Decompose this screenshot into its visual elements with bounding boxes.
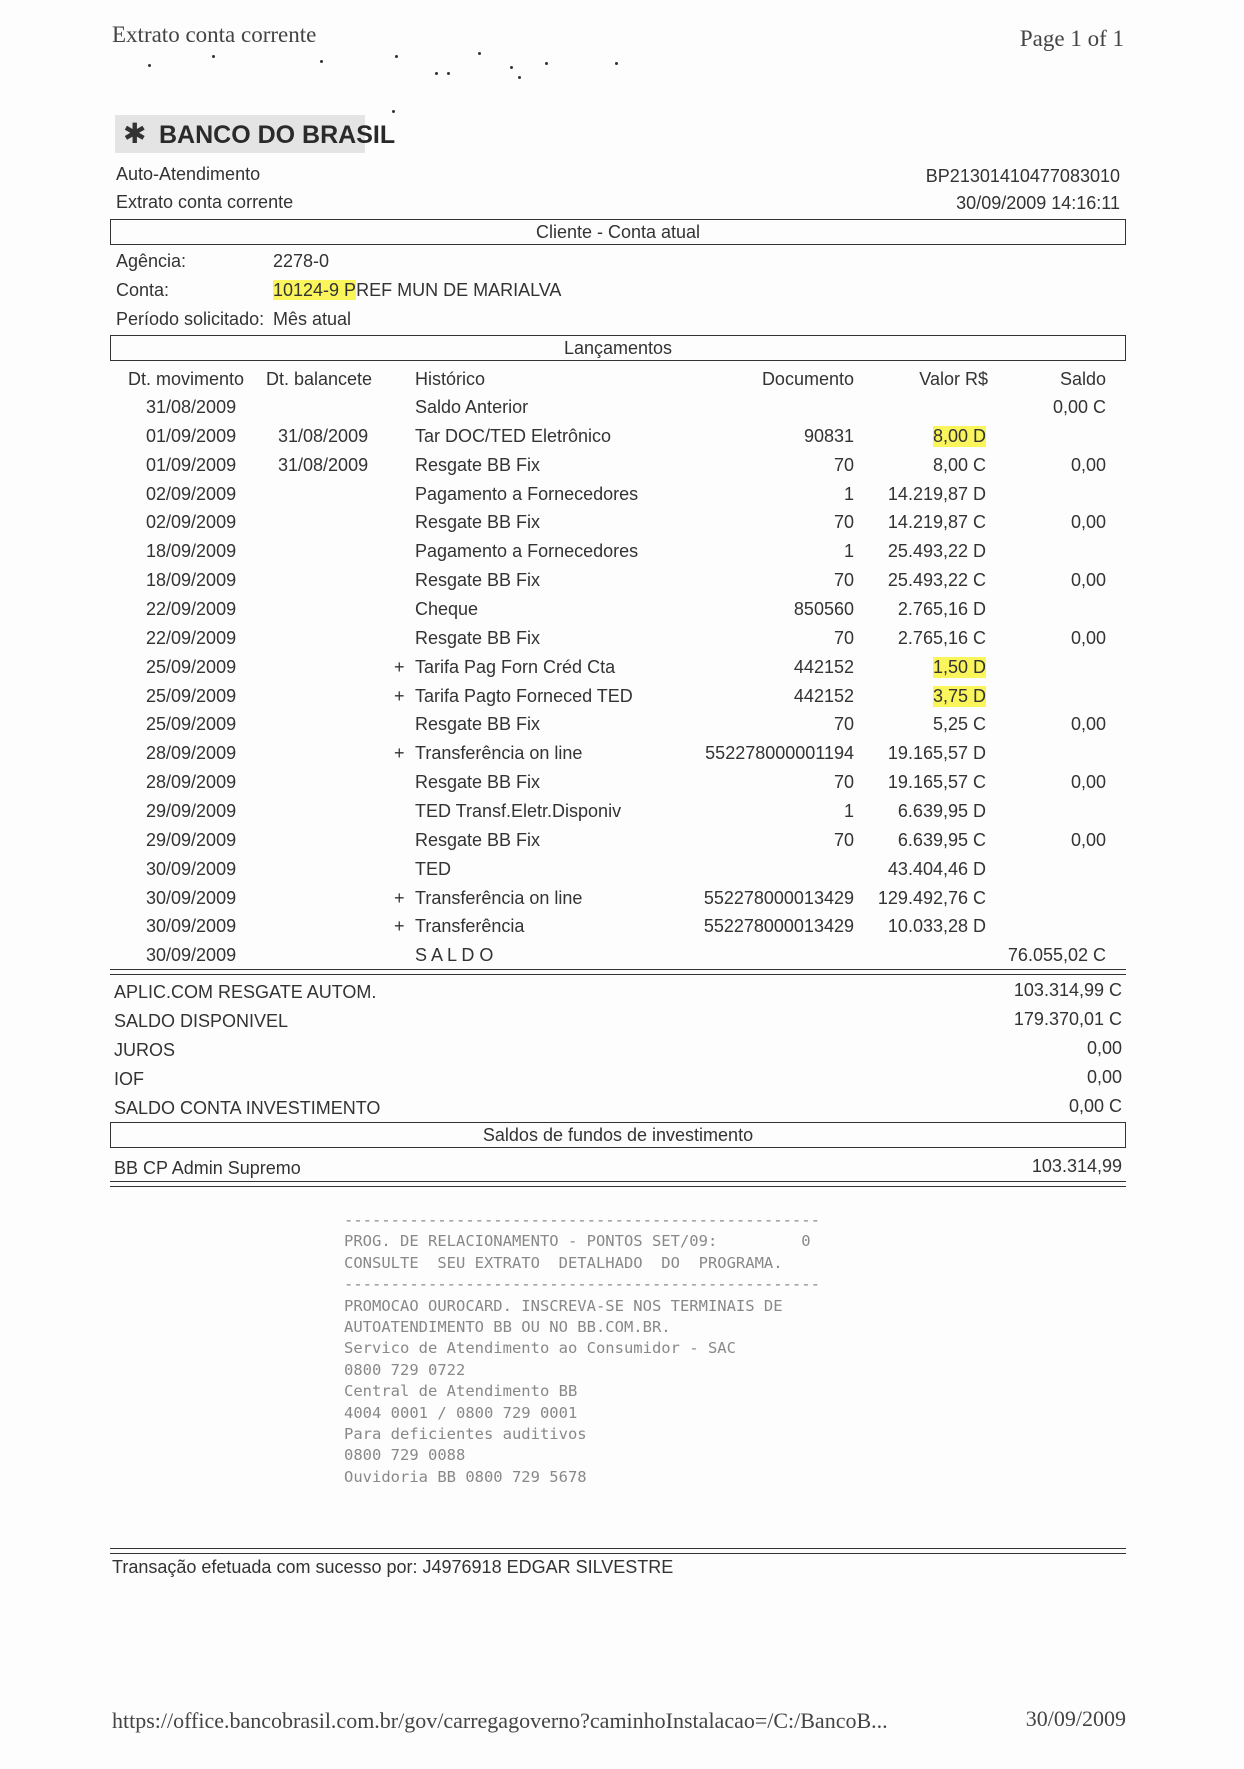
row-saldo: 0,00 xyxy=(1070,570,1106,591)
row-plus-marker: + xyxy=(394,743,405,764)
row-plus-marker: + xyxy=(394,685,405,706)
row-historico: S A L D O xyxy=(415,945,494,966)
row-valor: 8,00 D xyxy=(932,425,986,446)
conta-name: REF MUN DE MARIALVA xyxy=(356,280,562,300)
fundo-value: 103.314,99 xyxy=(1031,1156,1122,1176)
notice-line: PROMOCAO OUROCARD. INSCREVA-SE NOS TERMINAIS DE xyxy=(344,1296,783,1315)
row-dt-movimento: 22/09/2009 xyxy=(146,627,237,648)
fundos-end-rule xyxy=(110,1181,1126,1187)
periodo-value: Mês atual xyxy=(273,309,352,329)
row-valor: 43.404,46 D xyxy=(887,858,986,879)
row-documento: 1 xyxy=(843,483,854,504)
row-historico: Resgate BB Fix xyxy=(415,627,541,648)
row-documento: 552278000013429 xyxy=(703,916,854,937)
logo-text: BANCO DO BRASIL xyxy=(159,121,396,149)
row-documento: 70 xyxy=(833,570,854,591)
banco-do-brasil-logo xyxy=(115,115,396,153)
notice-line: --------------------------------------------------- xyxy=(344,1211,820,1229)
row-historico: Transferência xyxy=(415,916,525,937)
row-historico: Resgate BB Fix xyxy=(415,772,541,792)
summary-label: SALDO DISPONIVEL xyxy=(114,1011,289,1031)
row-historico: Transferência on line xyxy=(415,887,583,908)
row-dt-movimento: 31/08/2009 xyxy=(146,397,237,417)
row-dt-movimento: 25/09/2009 xyxy=(146,656,237,677)
notice-line: 0800 729 0722 xyxy=(344,1360,466,1379)
notice-line: 4004 0001 / 0800 729 0001 xyxy=(344,1403,578,1422)
row-historico: TED Transf.Eletr.Disponiv xyxy=(415,800,622,821)
row-dt-movimento: 25/09/2009 xyxy=(146,714,237,735)
summary-label: SALDO CONTA INVESTIMENTO xyxy=(114,1098,381,1118)
row-saldo: 0,00 C xyxy=(1052,397,1106,417)
summary-value: 0,00 xyxy=(1086,1038,1122,1058)
extrato-label: Extrato conta corrente xyxy=(116,192,294,212)
notice-line: Central de Atendimento BB xyxy=(344,1382,578,1401)
row-valor: 5,25 C xyxy=(932,714,986,735)
summary-label: JUROS xyxy=(114,1040,176,1060)
row-historico: Resgate BB Fix xyxy=(415,512,541,533)
row-valor: 3,75 D xyxy=(932,685,986,706)
row-dt-movimento: 22/09/2009 xyxy=(146,599,237,619)
periodo-label: Período solicitado: xyxy=(116,309,265,329)
bb-logo-icon: ✱ xyxy=(123,117,147,150)
row-dt-movimento: 30/09/2009 xyxy=(146,916,237,937)
row-valor: 25.493,22 D xyxy=(887,541,986,562)
notice-line: Servico de Atendimento ao Consumidor - SAC xyxy=(344,1339,736,1358)
footer-rule xyxy=(110,1548,1126,1554)
row-historico: Tarifa Pag Forn Créd Cta xyxy=(415,656,616,677)
conta-number: 10124-9 P xyxy=(273,280,357,300)
row-historico: Tarifa Pagto Forneced TED xyxy=(415,685,633,706)
row-saldo: 0,00 xyxy=(1070,627,1106,648)
summary-value: 103.314,99 C xyxy=(1013,980,1122,1000)
col-header-dt-balancete: Dt. balancete xyxy=(266,369,373,389)
row-documento: 1 xyxy=(843,800,854,821)
row-valor: 25.493,22 C xyxy=(887,570,986,591)
summary-label: APLIC.COM RESGATE AUTOM. xyxy=(114,982,377,1002)
row-documento: 552278000001194 xyxy=(705,743,854,764)
auto-atendimento-label: Auto-Atendimento xyxy=(116,164,261,184)
row-historico: Tar DOC/TED Eletrônico xyxy=(415,425,612,446)
row-historico: Pagamento a Fornecedores xyxy=(415,483,639,504)
print-header-title: Extrato conta corrente xyxy=(112,22,317,47)
row-valor: 10.033,28 D xyxy=(887,916,986,937)
row-valor: 129.492,76 C xyxy=(877,887,986,908)
lancamentos-section-header: Lançamentos xyxy=(110,335,1126,361)
agencia-value: 2278-0 xyxy=(273,251,330,271)
row-saldo: 0,00 xyxy=(1070,829,1106,850)
summary-value: 0,00 C xyxy=(1068,1096,1122,1116)
col-header-valor: Valor R$ xyxy=(919,369,988,389)
row-plus-marker: + xyxy=(394,887,405,908)
row-documento: 850560 xyxy=(793,599,854,619)
row-dt-balancete: 31/08/2009 xyxy=(278,454,369,475)
notice-line: PROG. DE RELACIONAMENTO - PONTOS SET/09: 0 xyxy=(344,1232,811,1251)
summary-label: IOF xyxy=(114,1069,144,1089)
row-historico: Resgate BB Fix xyxy=(415,570,541,591)
row-dt-movimento: 29/09/2009 xyxy=(146,829,237,850)
print-footer-date: 30/09/2009 xyxy=(1025,1706,1126,1731)
notice-line: 0800 729 0088 xyxy=(344,1446,466,1465)
row-historico: Saldo Anterior xyxy=(415,397,529,417)
row-documento: 70 xyxy=(833,714,854,735)
row-valor: 14.219,87 D xyxy=(887,483,986,504)
row-valor: 2.765,16 D xyxy=(897,599,986,619)
row-valor: 2.765,16 C xyxy=(897,627,986,648)
row-plus-marker: + xyxy=(394,916,405,937)
row-dt-balancete: 31/08/2009 xyxy=(278,425,369,446)
notice-line: --------------------------------------------------- xyxy=(344,1275,820,1294)
row-historico: Resgate BB Fix xyxy=(415,714,541,735)
row-documento: 1 xyxy=(843,541,854,562)
col-header-dt-movimento: Dt. movimento xyxy=(128,369,245,389)
summary-value: 179.370,01 C xyxy=(1013,1009,1122,1029)
row-saldo: 76.055,02 C xyxy=(1007,945,1106,966)
client-section-header: Cliente - Conta atual xyxy=(110,219,1126,245)
row-valor: 8,00 C xyxy=(932,454,986,475)
row-dt-movimento: 02/09/2009 xyxy=(146,512,237,533)
fundo-name: BB CP Admin Supremo xyxy=(114,1158,301,1178)
notice-line: Para deficientes auditivos xyxy=(344,1425,587,1443)
row-documento: 442152 xyxy=(793,685,854,706)
row-valor: 14.219,87 C xyxy=(887,512,986,533)
row-dt-movimento: 02/09/2009 xyxy=(146,483,237,504)
row-historico: Cheque xyxy=(415,599,479,619)
row-dt-movimento: 30/09/2009 xyxy=(146,858,237,879)
conta-label: Conta: xyxy=(116,280,170,300)
table-end-rule xyxy=(110,969,1126,975)
row-saldo: 0,00 xyxy=(1070,772,1106,792)
row-historico: TED xyxy=(415,858,451,879)
row-dt-movimento: 30/09/2009 xyxy=(146,887,237,908)
transaction-footer: Transação efetuada com sucesso por: J4976918 EDGAR SILVESTRE xyxy=(112,1557,674,1577)
notice-line: Ouvidoria BB 0800 729 5678 xyxy=(344,1467,587,1486)
issue-datetime: 30/09/2009 14:16:11 xyxy=(956,193,1120,213)
print-footer-url: https://office.bancobrasil.com.br/gov/carregagoverno?caminhoInstalacao=/C:/BancoB... xyxy=(112,1708,888,1733)
notice-line: AUTOATENDIMENTO BB OU NO BB.COM.BR. xyxy=(344,1318,671,1336)
row-plus-marker: + xyxy=(394,656,405,677)
row-historico: Pagamento a Fornecedores xyxy=(415,541,639,562)
row-documento: 442152 xyxy=(793,656,854,677)
row-dt-movimento: 01/09/2009 xyxy=(146,454,237,475)
col-header-documento: Documento xyxy=(761,369,854,389)
row-documento: 70 xyxy=(833,829,854,850)
row-valor: 1,50 D xyxy=(932,656,986,677)
row-dt-movimento: 30/09/2009 xyxy=(146,945,237,966)
row-saldo: 0,00 xyxy=(1070,714,1106,735)
row-valor: 19.165,57 C xyxy=(887,772,986,792)
row-documento: 70 xyxy=(833,772,854,792)
row-saldo: 0,00 xyxy=(1070,512,1106,533)
row-historico: Resgate BB Fix xyxy=(415,829,541,850)
col-header-saldo: Saldo xyxy=(1059,369,1106,389)
row-valor: 19.165,57 D xyxy=(887,743,986,764)
conta-value xyxy=(273,280,561,301)
row-valor: 6.639,95 C xyxy=(897,829,986,850)
row-historico: Resgate BB Fix xyxy=(415,454,541,475)
row-dt-movimento: 18/09/2009 xyxy=(146,541,237,562)
row-valor: 6.639,95 D xyxy=(897,800,986,821)
document-code: BP21301410477083010 xyxy=(925,166,1120,186)
row-documento: 70 xyxy=(833,454,854,475)
print-header-page: Page 1 of 1 xyxy=(1019,26,1124,51)
row-documento: 70 xyxy=(833,627,854,648)
summary-value: 0,00 xyxy=(1086,1067,1122,1087)
notice-line: CONSULTE SEU EXTRATO DETALHADO DO PROGRAMA. xyxy=(344,1253,783,1272)
row-dt-movimento: 29/09/2009 xyxy=(146,800,237,821)
row-historico: Transferência on line xyxy=(415,743,583,764)
row-dt-movimento: 18/09/2009 xyxy=(146,570,237,591)
row-dt-movimento: 25/09/2009 xyxy=(146,685,237,706)
row-dt-movimento: 01/09/2009 xyxy=(146,425,237,446)
row-dt-movimento: 28/09/2009 xyxy=(146,743,237,764)
row-documento: 552278000013429 xyxy=(703,887,854,908)
agencia-label: Agência: xyxy=(116,251,187,271)
row-saldo: 0,00 xyxy=(1070,454,1106,475)
col-header-historico: Histórico xyxy=(415,369,486,389)
row-documento: 90831 xyxy=(803,425,854,446)
row-dt-movimento: 28/09/2009 xyxy=(146,772,237,792)
fundos-section-header: Saldos de fundos de investimento xyxy=(110,1122,1126,1148)
row-documento: 70 xyxy=(833,512,854,533)
